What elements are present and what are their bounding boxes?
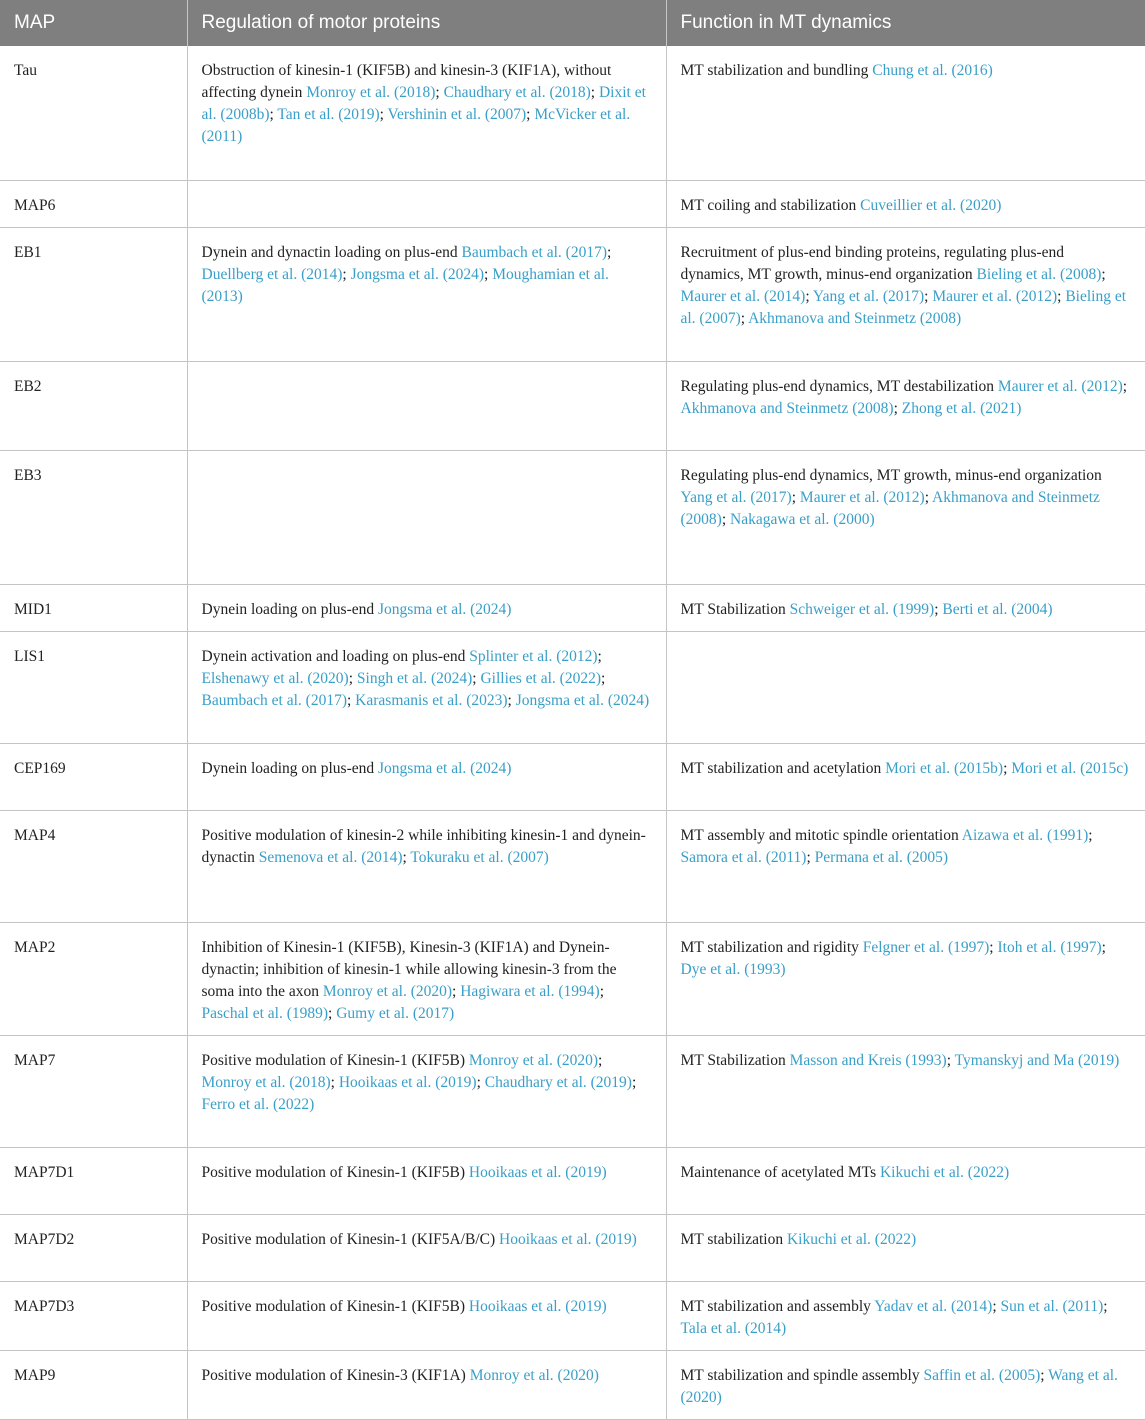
cell-text: ; bbox=[484, 265, 493, 283]
table-row bbox=[0, 1214, 1145, 1281]
cell-text: ; bbox=[597, 647, 602, 665]
header-regulation: Regulation of motor proteins bbox=[187, 0, 666, 46]
map-name-cell: EB1 bbox=[0, 227, 187, 361]
regulation-cell bbox=[187, 1035, 666, 1147]
map-name-cell: MID1 bbox=[0, 584, 187, 631]
citation-link[interactable]: Monroy et al. (2020) bbox=[468, 1051, 599, 1069]
citation-link[interactable]: Chaudhary et al. (2019) bbox=[484, 1073, 632, 1091]
citation-link[interactable]: Dye et al. (1993) bbox=[680, 960, 786, 978]
citation-link[interactable]: Semenova et al. (2014) bbox=[258, 848, 403, 866]
cell-text: MT stabilization and acetylation bbox=[680, 759, 886, 777]
cell-text: Dynein activation and loading on plus-end bbox=[201, 647, 470, 665]
header-row bbox=[0, 0, 1145, 46]
citation-link[interactable]: Kikuchi et al. (2022) bbox=[879, 1163, 1010, 1181]
citation-link[interactable]: Mori et al. (2015b) bbox=[885, 759, 1004, 777]
regulation-cell bbox=[187, 361, 666, 450]
citation-link[interactable]: Moughamian et al. (2013) bbox=[201, 265, 609, 305]
citation-link[interactable]: Yang et al. (2017) bbox=[812, 287, 925, 305]
citation-link[interactable]: Hooikaas et al. (2019) bbox=[338, 1073, 477, 1091]
citation-link[interactable]: Hagiwara et al. (1994) bbox=[460, 982, 600, 1000]
cell-text: Positive modulation of Kinesin-1 (KIF5B) bbox=[201, 1163, 469, 1181]
cell-text: ; bbox=[1103, 1297, 1108, 1315]
citation-link[interactable]: Itoh et al. (1997) bbox=[997, 938, 1102, 956]
map-name-cell: CEP169 bbox=[0, 743, 187, 810]
regulation-cell bbox=[187, 1281, 666, 1350]
citation-link[interactable]: Wang et al. (2020) bbox=[680, 1366, 1118, 1406]
citation-link[interactable]: Jongsma et al. (2024) bbox=[378, 600, 512, 618]
citation-link[interactable]: McVicker et al. (2011) bbox=[201, 106, 631, 145]
cell-text: MT coiling and stabilization bbox=[680, 196, 861, 214]
function-cell bbox=[666, 180, 1145, 227]
table-row bbox=[0, 922, 1145, 1035]
cell-text: ; bbox=[607, 243, 612, 261]
citation-link[interactable]: Chaudhary et al. (2018) bbox=[443, 84, 591, 101]
citation-link[interactable]: Gumy et al. (2017) bbox=[336, 1004, 455, 1022]
map-name-cell: EB2 bbox=[0, 361, 187, 450]
cell-text: ; bbox=[791, 488, 800, 506]
citation-link[interactable]: Splinter et al. (2012) bbox=[469, 647, 598, 665]
map-name-cell: MAP7 bbox=[0, 1035, 187, 1147]
citation-link[interactable]: Jongsma et al. (2024) bbox=[515, 691, 650, 709]
cell-text: Regulating plus-end dynamics, MT destabilization bbox=[680, 377, 998, 395]
cell-text: ; bbox=[402, 848, 411, 866]
cell-text: ; bbox=[1088, 826, 1093, 844]
cell-text: ; bbox=[1040, 1366, 1049, 1384]
cell-text: ; bbox=[946, 1051, 955, 1069]
citation-link[interactable]: Permana et al. (2005) bbox=[814, 848, 949, 866]
cell-text: ; bbox=[476, 1073, 485, 1091]
cell-text: ; bbox=[1101, 265, 1106, 283]
cell-text: Recruitment of plus-end binding proteins, regulating plus-end dynamics, MT growth, minus-end organization bbox=[680, 243, 1065, 283]
citation-link[interactable]: Karasmanis et al. (2023) bbox=[355, 691, 508, 709]
cell-text: ; bbox=[379, 106, 388, 123]
citation-link[interactable]: Tala et al. (2014) bbox=[680, 1319, 787, 1337]
function-cell bbox=[666, 450, 1145, 584]
table-row bbox=[0, 1147, 1145, 1214]
citation-link[interactable]: Saffin et al. (2005) bbox=[923, 1366, 1041, 1384]
function-cell bbox=[666, 361, 1145, 450]
citation-link[interactable]: Yang et al. (2017) bbox=[680, 488, 792, 506]
citation-link[interactable]: Tymanskyj and Ma (2019) bbox=[954, 1051, 1120, 1069]
citation-link[interactable]: Hooikaas et al. (2019) bbox=[468, 1297, 607, 1315]
citation-link[interactable]: Maurer et al. (2012) bbox=[997, 377, 1123, 395]
cell-text: Obstruction of kinesin-1 (KIF5B) and kinesin-3 (KIF1A), without affecting dynein bbox=[201, 62, 612, 101]
cell-text: ; bbox=[740, 309, 749, 327]
citation-link[interactable]: Gillies et al. (2022) bbox=[480, 669, 601, 687]
table-row bbox=[0, 631, 1145, 743]
cell-text: ; bbox=[721, 510, 731, 528]
citation-link[interactable]: Bieling et al. (2007) bbox=[680, 287, 1127, 327]
map-name-cell: MAP4 bbox=[0, 810, 187, 922]
cell-text: MT stabilization and bundling bbox=[680, 62, 873, 79]
cell-text: ; bbox=[598, 1051, 603, 1069]
regulation-cell bbox=[187, 584, 666, 631]
cell-text: Regulating plus-end dynamics, MT growth, minus-end organization bbox=[680, 466, 1102, 484]
cell-text: ; bbox=[893, 399, 902, 417]
cell-text: ; bbox=[924, 488, 933, 506]
table-row bbox=[0, 584, 1145, 631]
cell-text: MT stabilization and assembly bbox=[680, 1297, 875, 1315]
map-name-cell: MAP2 bbox=[0, 922, 187, 1035]
cell-text: Dynein loading on plus-end bbox=[201, 600, 379, 618]
citation-link[interactable]: Baumbach et al. (2017) bbox=[201, 691, 347, 709]
citation-link[interactable]: Monroy et al. (2020) bbox=[322, 982, 453, 1000]
cell-text: ; bbox=[934, 600, 943, 618]
table-body bbox=[0, 46, 1145, 1419]
table-row bbox=[0, 361, 1145, 450]
citation-link[interactable]: Zhong et al. (2021) bbox=[901, 399, 1022, 417]
citation-link[interactable]: Cuveillier et al. (2020) bbox=[860, 196, 1002, 214]
cell-text: Inhibition of Kinesin-1 (KIF5B), Kinesin-3 (KIF1A) and Dynein-dynactin; inhibition of kinesin-1 while allowing kinesin-3 from the soma into the axon bbox=[201, 938, 617, 1000]
cell-text: ; bbox=[1003, 759, 1012, 777]
citation-link[interactable]: Monroy et al. (2018) bbox=[306, 84, 436, 101]
cell-text: ; bbox=[526, 106, 535, 123]
cell-text: MT stabilization bbox=[680, 1230, 787, 1248]
cell-text: ; bbox=[435, 84, 444, 101]
citation-link[interactable]: Monroy et al. (2018) bbox=[201, 1073, 331, 1091]
regulation-cell bbox=[187, 450, 666, 584]
function-cell bbox=[666, 631, 1145, 743]
function-cell bbox=[666, 584, 1145, 631]
cell-text: ; bbox=[507, 691, 516, 709]
citation-link[interactable]: Akhmanova and Steinmetz (2008) bbox=[680, 488, 1100, 528]
regulation-cell bbox=[187, 810, 666, 922]
citation-link[interactable]: Kikuchi et al. (2022) bbox=[786, 1230, 917, 1248]
cell-text: ; bbox=[1057, 287, 1066, 305]
cell-text: MT stabilization and rigidity bbox=[680, 938, 863, 956]
regulation-cell bbox=[187, 180, 666, 227]
citation-link[interactable]: Paschal et al. (1989) bbox=[201, 1004, 329, 1022]
cell-text: ; bbox=[601, 669, 606, 687]
regulation-cell bbox=[187, 1147, 666, 1214]
citation-link[interactable]: Nakagawa et al. (2000) bbox=[730, 510, 875, 528]
cell-text: ; bbox=[472, 669, 481, 687]
cell-text: Positive modulation of kinesin-2 while inhibiting kinesin-1 and dynein-dynactin bbox=[201, 826, 646, 866]
cell-text: ; bbox=[599, 982, 604, 1000]
table-row bbox=[0, 1281, 1145, 1350]
function-cell bbox=[666, 227, 1145, 361]
cell-text: ; bbox=[989, 938, 998, 956]
citation-link[interactable]: Berti et al. (2004) bbox=[942, 600, 1053, 618]
cell-text: ; bbox=[806, 848, 815, 866]
citation-link[interactable]: Vershinin et al. (2007) bbox=[387, 106, 527, 123]
regulation-cell bbox=[187, 631, 666, 743]
table-row bbox=[0, 180, 1145, 227]
map-name-cell: MAP7D3 bbox=[0, 1281, 187, 1350]
header-function: Function in MT dynamics bbox=[666, 0, 1145, 46]
citation-link[interactable]: Hooikaas et al. (2019) bbox=[468, 1163, 607, 1181]
citation-link[interactable]: Ferro et al. (2022) bbox=[201, 1095, 315, 1113]
cell-text: ; bbox=[269, 106, 278, 123]
map-name-cell: MAP6 bbox=[0, 180, 187, 227]
function-cell bbox=[666, 1281, 1145, 1350]
map-name-cell: MAP7D1 bbox=[0, 1147, 187, 1214]
table-row bbox=[0, 1035, 1145, 1147]
citation-link[interactable]: Jongsma et al. (2024) bbox=[350, 265, 485, 283]
citation-link[interactable]: Akhmanova and Steinmetz (2008) bbox=[748, 309, 962, 327]
table-row bbox=[0, 227, 1145, 361]
regulation-cell bbox=[187, 922, 666, 1035]
function-cell bbox=[666, 743, 1145, 810]
cell-text: ; bbox=[328, 1004, 337, 1022]
cell-text: ; bbox=[342, 265, 351, 283]
map-name-cell: LIS1 bbox=[0, 631, 187, 743]
function-cell bbox=[666, 810, 1145, 922]
cell-text: Positive modulation of Kinesin-1 (KIF5A/B/C) bbox=[201, 1230, 500, 1248]
cell-text: MT assembly and mitotic spindle orientation bbox=[680, 826, 962, 844]
citation-link[interactable]: Tokuraku et al. (2007) bbox=[410, 848, 549, 866]
citation-link[interactable]: Masson and Kreis (1993) bbox=[789, 1051, 947, 1069]
regulation-cell bbox=[187, 46, 666, 180]
cell-text: ; bbox=[1122, 377, 1128, 395]
citation-link[interactable]: Chung et al. (2016) bbox=[872, 62, 993, 79]
header-map: MAP bbox=[0, 0, 187, 46]
function-cell bbox=[666, 1350, 1145, 1419]
citation-link[interactable]: Jongsma et al. (2024) bbox=[378, 759, 512, 777]
citation-link[interactable]: Akhmanova and Steinmetz (2008) bbox=[680, 399, 894, 417]
cell-text: Dynein and dynactin loading on plus-end bbox=[201, 243, 462, 261]
cell-text: ; bbox=[924, 287, 933, 305]
cell-text: Positive modulation of Kinesin-1 (KIF5B) bbox=[201, 1297, 469, 1315]
citation-link[interactable]: Dixit et al. (2008b) bbox=[201, 84, 646, 123]
cell-text: ; bbox=[631, 1073, 637, 1091]
citation-link[interactable]: Schweiger et al. (1999) bbox=[789, 600, 935, 618]
citation-link[interactable]: Elshenawy et al. (2020) bbox=[201, 669, 349, 687]
function-cell bbox=[666, 1214, 1145, 1281]
function-cell bbox=[666, 46, 1145, 180]
cell-text: ; bbox=[346, 691, 356, 709]
table-row bbox=[0, 1350, 1145, 1419]
citation-link[interactable]: Sun et al. (2011) bbox=[1000, 1297, 1104, 1315]
function-cell bbox=[666, 1147, 1145, 1214]
citation-link[interactable]: Mori et al. (2015c) bbox=[1011, 759, 1129, 777]
citation-link[interactable]: Yadav et al. (2014) bbox=[874, 1297, 993, 1315]
table-row bbox=[0, 450, 1145, 584]
citation-link[interactable]: Felgner et al. (1997) bbox=[862, 938, 990, 956]
table-row bbox=[0, 46, 1145, 180]
citation-link[interactable]: Bieling et al. (2008) bbox=[976, 265, 1102, 283]
citation-link[interactable]: Tan et al. (2019) bbox=[277, 106, 380, 123]
citation-link[interactable]: Samora et al. (2011) bbox=[680, 848, 807, 866]
table-row bbox=[0, 743, 1145, 810]
citation-link[interactable]: Maurer et al. (2014) bbox=[680, 287, 806, 305]
function-cell bbox=[666, 1035, 1145, 1147]
citation-link[interactable]: Maurer et al. (2012) bbox=[932, 287, 1058, 305]
cell-text: ; bbox=[1101, 938, 1106, 956]
citation-link[interactable]: Duellberg et al. (2014) bbox=[201, 265, 343, 283]
cell-text: Dynein loading on plus-end bbox=[201, 759, 379, 777]
citation-link[interactable]: Singh et al. (2024) bbox=[356, 669, 473, 687]
map-name-cell: MAP9 bbox=[0, 1350, 187, 1419]
cell-text: MT stabilization and spindle assembly bbox=[680, 1366, 924, 1384]
cell-text: MT Stabilization bbox=[680, 1051, 790, 1069]
function-cell bbox=[666, 922, 1145, 1035]
cell-text: MT Stabilization bbox=[680, 600, 790, 618]
cell-text: Maintenance of acetylated MTs bbox=[680, 1163, 880, 1181]
citation-link[interactable]: Monroy et al. (2020) bbox=[469, 1366, 599, 1384]
map-name-cell: Tau bbox=[0, 46, 187, 180]
regulation-cell bbox=[187, 227, 666, 361]
cell-text: Positive modulation of Kinesin-3 (KIF1A) bbox=[201, 1366, 470, 1384]
cell-text: ; bbox=[452, 982, 461, 1000]
map-name-cell: EB3 bbox=[0, 450, 187, 584]
map-name-cell: MAP7D2 bbox=[0, 1214, 187, 1281]
cell-text: ; bbox=[330, 1073, 339, 1091]
citation-link[interactable]: Baumbach et al. (2017) bbox=[461, 243, 607, 261]
cell-text: Positive modulation of Kinesin-1 (KIF5B) bbox=[201, 1051, 469, 1069]
regulation-cell bbox=[187, 743, 666, 810]
citation-link[interactable]: Aizawa et al. (1991) bbox=[961, 826, 1089, 844]
cell-text: ; bbox=[992, 1297, 1001, 1315]
cell-text: ; bbox=[348, 669, 357, 687]
cell-text: ; bbox=[805, 287, 813, 305]
cell-text: ; bbox=[590, 84, 599, 101]
citation-link[interactable]: Hooikaas et al. (2019) bbox=[499, 1230, 637, 1248]
table-row bbox=[0, 810, 1145, 922]
citation-link[interactable]: Maurer et al. (2012) bbox=[799, 488, 925, 506]
regulation-cell bbox=[187, 1214, 666, 1281]
regulation-cell bbox=[187, 1350, 666, 1419]
